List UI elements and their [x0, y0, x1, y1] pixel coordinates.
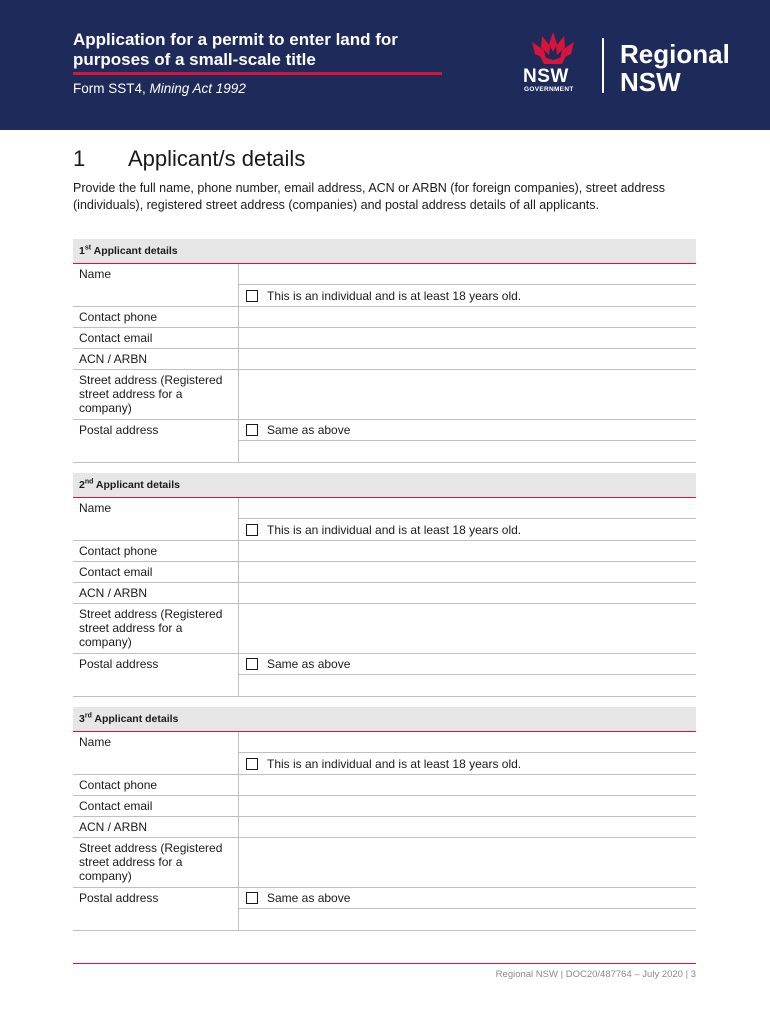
phone-input[interactable] — [238, 541, 696, 561]
email-row: Contact email — [73, 796, 696, 817]
name-label: Name — [79, 501, 112, 515]
street-row: Street address (Registered street address for a company) — [73, 838, 696, 888]
phone-input[interactable] — [238, 775, 696, 795]
individual-checkbox[interactable] — [246, 524, 258, 536]
name-row — [73, 732, 696, 775]
phone-row: Contact phone — [73, 541, 696, 562]
name-label: Name — [79, 267, 112, 281]
name-label: Name — [79, 735, 112, 749]
email-row: Contact email — [73, 328, 696, 349]
page-footer: Regional NSW | DOC20/487764 – July 2020 | 3 — [495, 969, 696, 980]
acn-input[interactable] — [238, 583, 696, 603]
acn-row: ACN / ARBN — [73, 817, 696, 838]
applicant-2-heading: 2nd Applicant details — [73, 473, 696, 498]
page-header — [0, 0, 770, 130]
applicant-3-heading: 3rd Applicant details — [73, 707, 696, 732]
phone-input[interactable] — [238, 307, 696, 327]
same-as-above-checkbox[interactable] — [246, 892, 258, 904]
form-reference: Form SST4, Mining Act 1992 — [73, 81, 246, 96]
phone-row: Contact phone — [73, 775, 696, 796]
regional-nsw-brand: Regional NSW — [620, 39, 730, 97]
name-input[interactable] — [239, 498, 696, 519]
same-as-above-checkbox[interactable] — [246, 658, 258, 670]
form-title: Application for a permit to enter land for purposes of a small-scale title — [73, 30, 398, 69]
same-as-above-option[interactable]: Same as above — [239, 654, 696, 675]
email-row: Contact email — [73, 562, 696, 583]
title-underline — [73, 72, 442, 75]
postal-input[interactable] — [239, 675, 696, 696]
acn-input[interactable] — [238, 349, 696, 369]
applicant-1-heading: 1st Applicant details — [73, 239, 696, 264]
same-as-above-option[interactable]: Same as above — [239, 420, 696, 441]
street-input[interactable] — [238, 604, 696, 653]
acn-input[interactable] — [238, 817, 696, 837]
name-row — [73, 264, 696, 307]
acn-row: ACN / ARBN — [73, 349, 696, 370]
email-input[interactable] — [238, 562, 696, 582]
individual-option[interactable]: This is an individual and is at least 18 years old. — [239, 753, 696, 774]
applicant-3-table — [73, 707, 696, 931]
email-input[interactable] — [238, 796, 696, 816]
name-input[interactable] — [239, 264, 696, 285]
postal-input[interactable] — [239, 441, 696, 462]
phone-row: Contact phone — [73, 307, 696, 328]
street-row: Street address (Registered street address for a company) — [73, 604, 696, 654]
government-wordmark: GOVERNMENT — [524, 86, 574, 93]
name-row — [73, 498, 696, 541]
individual-option[interactable]: This is an individual and is at least 18 years old. — [239, 519, 696, 540]
individual-checkbox[interactable] — [246, 290, 258, 302]
email-input[interactable] — [238, 328, 696, 348]
applicant-1-table — [73, 239, 696, 463]
postal-row: Postal address Same as above — [73, 420, 696, 463]
acn-row: ACN / ARBN — [73, 583, 696, 604]
footer-rule — [73, 963, 696, 964]
logo-divider — [602, 38, 604, 93]
street-row: Street address (Registered street address for a company) — [73, 370, 696, 420]
street-input[interactable] — [238, 370, 696, 419]
same-as-above-checkbox[interactable] — [246, 424, 258, 436]
nsw-wordmark: NSW — [523, 66, 569, 87]
postal-input[interactable] — [239, 909, 696, 930]
same-as-above-option[interactable]: Same as above — [239, 888, 696, 909]
street-input[interactable] — [238, 838, 696, 887]
section-intro: Provide the full name, phone number, email address, ACN or ARBN (for foreign companies), street address (individuals), registered street address (companies) and postal address details of all applicants. — [73, 181, 665, 212]
applicant-2-table — [73, 473, 696, 697]
postal-row: Postal address Same as above — [73, 888, 696, 931]
name-input[interactable] — [239, 732, 696, 753]
individual-option[interactable]: This is an individual and is at least 18 years old. — [239, 285, 696, 306]
postal-row: Postal address Same as above — [73, 654, 696, 697]
individual-checkbox[interactable] — [246, 758, 258, 770]
section-heading: 1 Applicant/s details — [73, 146, 306, 171]
